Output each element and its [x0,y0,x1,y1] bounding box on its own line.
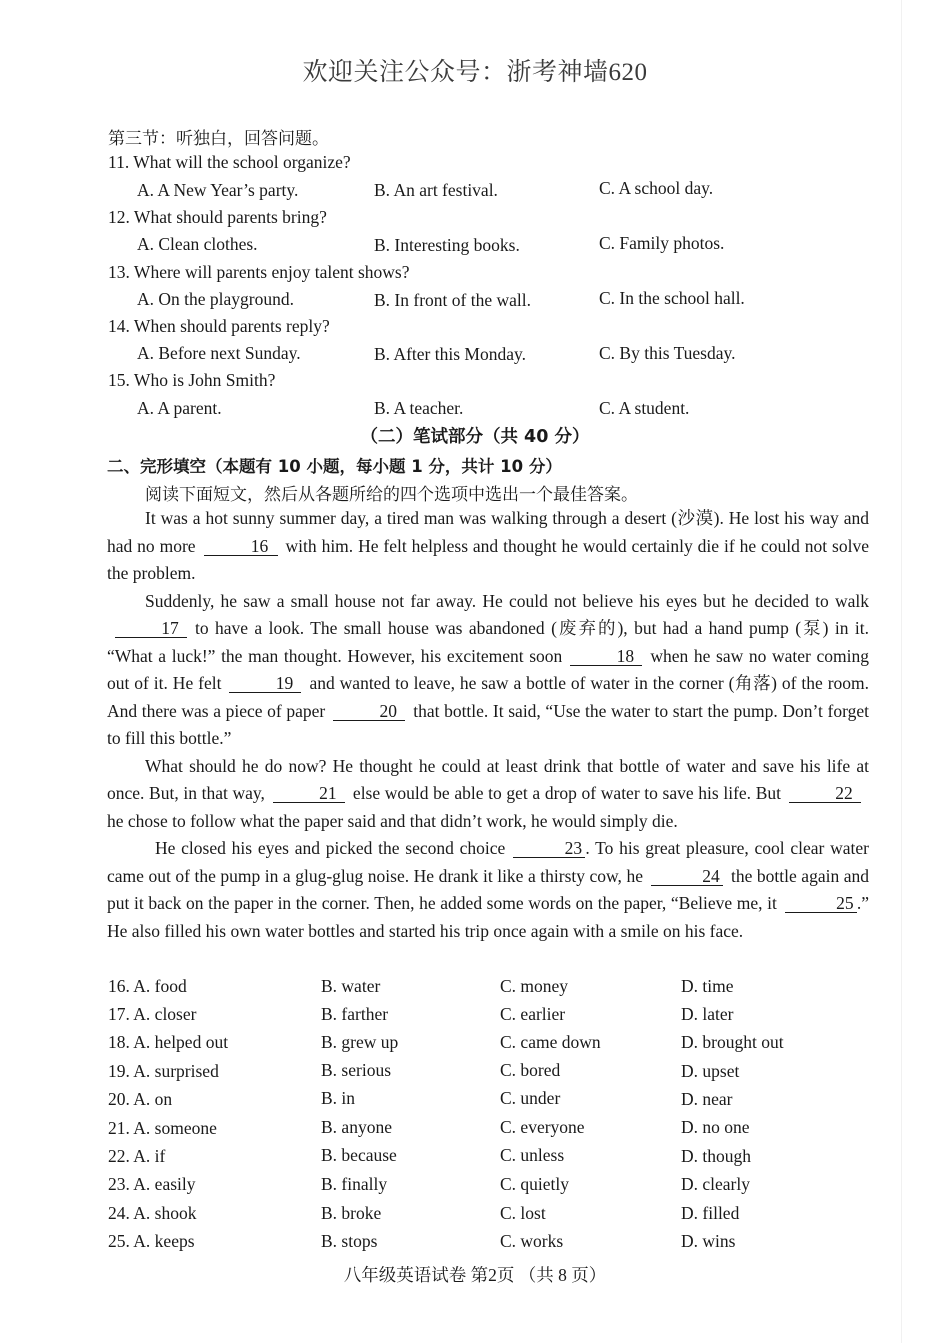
option-a: 24. A. shook [108,1203,197,1223]
passage-paragraph-1 [107,505,869,588]
blank-19: 19 [229,674,301,693]
option-d: D. clearly [681,1174,750,1194]
option-b: B. anyone [321,1117,392,1137]
question-text: 11. What will the school organize? [108,152,351,172]
passage-text: he chose to follow what the paper said and that didn’t work, he would simply die. [107,810,678,831]
option-b: B. Interesting books. [374,235,520,255]
option-c: C. In the school hall. [599,288,745,308]
option-b: B. finally [321,1174,388,1194]
question-text: 15. Who is John Smith? [108,370,276,390]
option-c: C. under [500,1088,561,1108]
option-b: B. because [321,1145,397,1165]
passage-paragraph-4 [107,835,869,945]
blank-24: 24 [651,867,723,886]
listening-section-title: 第三节：听独白，回答问题。 [108,129,329,148]
option-a: 20. A. on [108,1089,173,1109]
cloze-passage [107,505,869,945]
option-a: 22. A. if [108,1146,166,1166]
option-a: 18. A. helped out [108,1032,229,1052]
option-d: D. wins [681,1231,736,1251]
passage-text: . To his great pleasure, cool clear water came out of the pump in a glug-glug noise. He drank it like a thirsty cow, he [107,838,869,886]
passage-text: else would be able to get a drop of water to save his life. But [352,783,781,803]
passage-text: It was a hot sunny summer day, a tired man was walking through a desert (沙漠). He lost his way and had no more [107,508,869,556]
passage-text: What should he do now? He thought he could at least drink that bottle of water and save his life at once. But, in that way, [107,755,869,803]
option-c: C. unless [500,1145,565,1165]
option-a: A. Clean clothes. [137,234,258,254]
option-b: B. serious [321,1060,391,1080]
page-footer: 八年级英语试卷 第2页 （共 8 页） [343,1265,607,1285]
option-c: C. A school day. [599,178,714,198]
option-d: D. upset [681,1061,740,1081]
option-c: C. Family photos. [599,233,725,253]
option-a: 23. A. easily [108,1174,196,1194]
option-a: 17. A. closer [108,1004,197,1024]
option-a: 16. A. food [108,976,187,996]
option-c: C. lost [500,1203,546,1223]
option-c: C. works [500,1231,564,1251]
option-b: B. A teacher. [374,398,464,418]
question-text: 13. Where will parents enjoy talent shows? [108,262,410,282]
passage-text: when he saw no water coming out of it. He felt [107,645,869,693]
option-b: B. in [321,1088,356,1108]
option-c: C. came down [500,1032,601,1052]
cloze-heading: 二、完形填空（本题有 10 小题，每小题 1 分，共计 10 分） [107,457,562,476]
option-b: B. An art festival. [374,180,498,200]
blank-23: 23 [513,839,585,858]
blank-25: 25 [785,894,857,913]
option-a: A. A New Year’s party. [137,180,299,200]
option-d: D. filled [681,1203,740,1223]
option-c: C. money [500,976,569,996]
option-d: D. brought out [681,1032,784,1052]
blank-16: 16 [204,537,278,556]
option-b: B. grew up [321,1032,399,1052]
scan-edge-line [901,0,902,1343]
blank-21: 21 [273,784,345,803]
option-d: D. near [681,1089,733,1109]
option-a: 21. A. someone [108,1118,217,1138]
passage-text: to have a look. The small house was abandoned (废弃的), but had a hand pump (泵) in it. “What a luck!” the man thought. However, his excitement soon [107,618,869,666]
passage-text: .” He also filled his own water bottles and started his trip once again with a smile on his face. [107,893,869,941]
blank-20: 20 [333,702,405,721]
option-c: C. earlier [500,1004,566,1024]
option-a: A. Before next Sunday. [137,343,301,363]
option-b: B. water [321,976,381,996]
passage-paragraph-2 [107,588,869,753]
blank-18: 18 [570,647,642,666]
blank-17: 17 [115,619,187,638]
option-d: D. time [681,976,734,996]
written-part-title: （二）笔试部分（共 40 分） [360,427,590,447]
option-c: C. A student. [599,398,690,418]
passage-paragraph-3 [107,753,869,836]
blank-22: 22 [789,784,861,803]
option-c: C. bored [500,1060,561,1080]
passage-text: that bottle. It said, “Use the water to start the pump. Don’t forget to fill this bottle.” [107,700,869,748]
option-d: D. though [681,1146,751,1166]
option-b: B. farther [321,1004,389,1024]
option-c: C. everyone [500,1117,585,1137]
option-a: 25. A. keeps [108,1231,195,1251]
option-b: B. After this Monday. [374,344,526,364]
passage-text: and wanted to leave, he saw a bottle of water in the corner (角落) of the room. And there was a piece of paper [107,673,870,721]
watermark-header: 欢迎关注公众号：浙考神墙620 [302,59,648,86]
question-text: 12. What should parents bring? [108,207,327,227]
option-a: A. On the playground. [137,289,294,309]
option-a: A. A parent. [137,398,222,418]
option-a: 19. A. surprised [108,1061,219,1081]
option-b: B. broke [321,1203,382,1223]
question-text: 14. When should parents reply? [108,316,330,336]
option-d: D. no one [681,1117,750,1137]
option-c: C. quietly [500,1174,570,1194]
option-b: B. In front of the wall. [374,290,531,310]
option-b: B. stops [321,1231,378,1251]
passage-text: the bottle again and put it back on the paper in the corner. Then, he added some words on the paper, “Believe me, it [107,865,869,913]
passage-text: He closed his eyes and picked the second choice [155,838,506,858]
option-d: D. later [681,1004,734,1024]
passage-text: with him. He felt helpless and thought he would certainly die if he could not solve the problem. [107,535,869,583]
option-c: C. By this Tuesday. [599,343,736,363]
passage-text: Suddenly, he saw a small house not far away. He could not believe his eyes but he decided to walk [145,590,869,611]
cloze-instruction: 阅读下面短文，然后从各题所给的四个选项中选出一个最佳答案。 [145,485,638,504]
